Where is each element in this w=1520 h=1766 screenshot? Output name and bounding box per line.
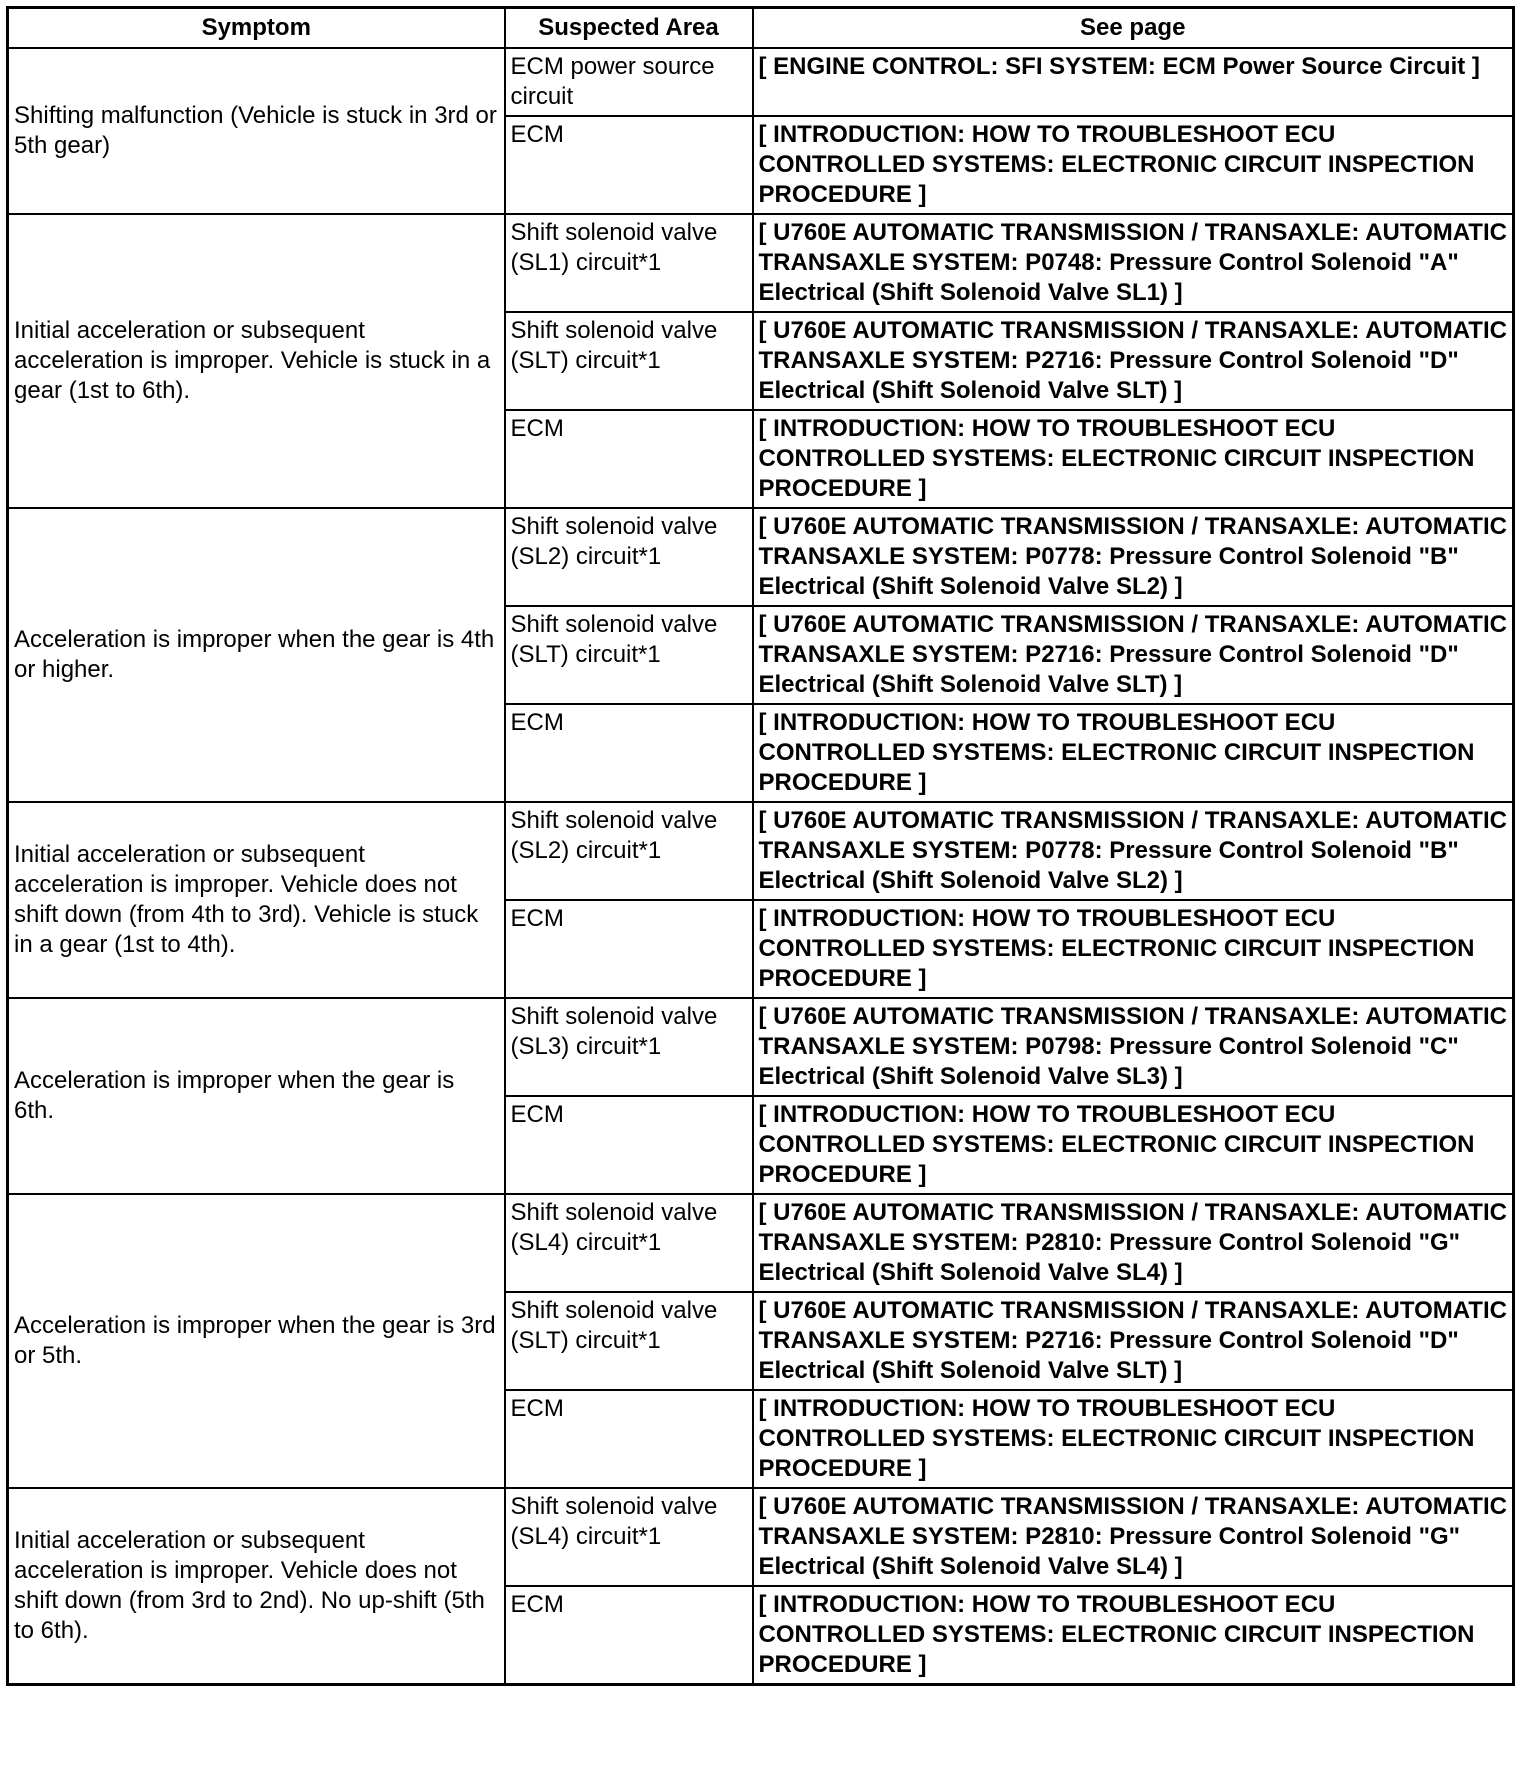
table-row [8,508,1514,606]
symptom-cell: Acceleration is improper when the gear is 4th or higher. [8,508,505,802]
suspected-area-cell: ECM power source circuit [505,48,753,116]
symptom-cell: Initial acceleration or subsequent acceleration is improper. Vehicle does not shift down (from 4th to 3rd). Vehicle is stuck in a gear (1st to 4th). [8,802,505,998]
see-page-link[interactable]: [ U760E AUTOMATIC TRANSMISSION / TRANSAXLE: AUTOMATIC TRANSAXLE SYSTEM: P2716: Pressure Control Solenoid "D" Electrical (Shift Solenoid Valve SLT) ] [753,606,1514,704]
suspected-area-cell: ECM [505,1390,753,1488]
suspected-area-cell: ECM [505,116,753,214]
table-header-row [8,8,1514,49]
symptom-cell: Shifting malfunction (Vehicle is stuck in 3rd or 5th gear) [8,48,505,214]
table-row [8,802,1514,900]
see-page-link[interactable]: [ INTRODUCTION: HOW TO TROUBLESHOOT ECU CONTROLLED SYSTEMS: ELECTRONIC CIRCUIT INSPECTION PROCEDURE ] [753,900,1514,998]
suspected-area-cell: ECM [505,1586,753,1685]
see-page-link[interactable]: [ U760E AUTOMATIC TRANSMISSION / TRANSAXLE: AUTOMATIC TRANSAXLE SYSTEM: P2810: Pressure Control Solenoid "G" Electrical (Shift Solenoid Valve SL4) ] [753,1488,1514,1586]
symptom-cell: Initial acceleration or subsequent acceleration is improper. Vehicle is stuck in a gear (1st to 6th). [8,214,505,508]
header-suspected-area: Suspected Area [505,8,753,49]
suspected-area-cell: Shift solenoid valve (SL2) circuit*1 [505,508,753,606]
see-page-link[interactable]: [ U760E AUTOMATIC TRANSMISSION / TRANSAXLE: AUTOMATIC TRANSAXLE SYSTEM: P2716: Pressure Control Solenoid "D" Electrical (Shift Solenoid Valve SLT) ] [753,312,1514,410]
see-page-link[interactable]: [ U760E AUTOMATIC TRANSMISSION / TRANSAXLE: AUTOMATIC TRANSAXLE SYSTEM: P2716: Pressure Control Solenoid "D" Electrical (Shift Solenoid Valve SLT) ] [753,1292,1514,1390]
symptom-cell: Initial acceleration or subsequent acceleration is improper. Vehicle does not shift down (from 3rd to 2nd). No up-shift (5th to 6th). [8,1488,505,1685]
table-row [8,1488,1514,1586]
symptom-cell: Acceleration is improper when the gear is 3rd or 5th. [8,1194,505,1488]
see-page-link[interactable]: [ INTRODUCTION: HOW TO TROUBLESHOOT ECU CONTROLLED SYSTEMS: ELECTRONIC CIRCUIT INSPECTION PROCEDURE ] [753,1390,1514,1488]
see-page-link[interactable]: [ U760E AUTOMATIC TRANSMISSION / TRANSAXLE: AUTOMATIC TRANSAXLE SYSTEM: P0778: Pressure Control Solenoid "B" Electrical (Shift Solenoid Valve SL2) ] [753,508,1514,606]
table-row [8,998,1514,1096]
suspected-area-cell: Shift solenoid valve (SLT) circuit*1 [505,1292,753,1390]
suspected-area-cell: ECM [505,410,753,508]
header-see-page: See page [753,8,1514,49]
table-body [8,48,1514,1685]
suspected-area-cell: Shift solenoid valve (SL4) circuit*1 [505,1194,753,1292]
suspected-area-cell: Shift solenoid valve (SLT) circuit*1 [505,312,753,410]
suspected-area-cell: ECM [505,704,753,802]
suspected-area-cell: ECM [505,1096,753,1194]
see-page-link[interactable]: [ INTRODUCTION: HOW TO TROUBLESHOOT ECU CONTROLLED SYSTEMS: ELECTRONIC CIRCUIT INSPECTION PROCEDURE ] [753,1586,1514,1685]
see-page-link[interactable]: [ U760E AUTOMATIC TRANSMISSION / TRANSAXLE: AUTOMATIC TRANSAXLE SYSTEM: P0778: Pressure Control Solenoid "B" Electrical (Shift Solenoid Valve SL2) ] [753,802,1514,900]
header-symptom: Symptom [8,8,505,49]
see-page-link[interactable]: [ INTRODUCTION: HOW TO TROUBLESHOOT ECU CONTROLLED SYSTEMS: ELECTRONIC CIRCUIT INSPECTION PROCEDURE ] [753,410,1514,508]
suspected-area-cell: Shift solenoid valve (SL2) circuit*1 [505,802,753,900]
symptom-cell: Acceleration is improper when the gear is 6th. [8,998,505,1194]
table-row [8,214,1514,312]
suspected-area-cell: ECM [505,900,753,998]
see-page-link[interactable]: [ INTRODUCTION: HOW TO TROUBLESHOOT ECU CONTROLLED SYSTEMS: ELECTRONIC CIRCUIT INSPECTION PROCEDURE ] [753,1096,1514,1194]
suspected-area-cell: Shift solenoid valve (SL3) circuit*1 [505,998,753,1096]
see-page-link[interactable]: [ INTRODUCTION: HOW TO TROUBLESHOOT ECU CONTROLLED SYSTEMS: ELECTRONIC CIRCUIT INSPECTION PROCEDURE ] [753,116,1514,214]
troubleshooting-table [6,6,1515,1686]
table-row [8,48,1514,116]
suspected-area-cell: Shift solenoid valve (SL4) circuit*1 [505,1488,753,1586]
suspected-area-cell: Shift solenoid valve (SL1) circuit*1 [505,214,753,312]
see-page-link[interactable]: [ U760E AUTOMATIC TRANSMISSION / TRANSAXLE: AUTOMATIC TRANSAXLE SYSTEM: P0748: Pressure Control Solenoid "A" Electrical (Shift Solenoid Valve SL1) ] [753,214,1514,312]
see-page-link[interactable]: [ ENGINE CONTROL: SFI SYSTEM: ECM Power Source Circuit ] [753,48,1514,116]
table-row [8,1194,1514,1292]
see-page-link[interactable]: [ INTRODUCTION: HOW TO TROUBLESHOOT ECU CONTROLLED SYSTEMS: ELECTRONIC CIRCUIT INSPECTION PROCEDURE ] [753,704,1514,802]
see-page-link[interactable]: [ U760E AUTOMATIC TRANSMISSION / TRANSAXLE: AUTOMATIC TRANSAXLE SYSTEM: P0798: Pressure Control Solenoid "C" Electrical (Shift Solenoid Valve SL3) ] [753,998,1514,1096]
suspected-area-cell: Shift solenoid valve (SLT) circuit*1 [505,606,753,704]
see-page-link[interactable]: [ U760E AUTOMATIC TRANSMISSION / TRANSAXLE: AUTOMATIC TRANSAXLE SYSTEM: P2810: Pressure Control Solenoid "G" Electrical (Shift Solenoid Valve SL4) ] [753,1194,1514,1292]
